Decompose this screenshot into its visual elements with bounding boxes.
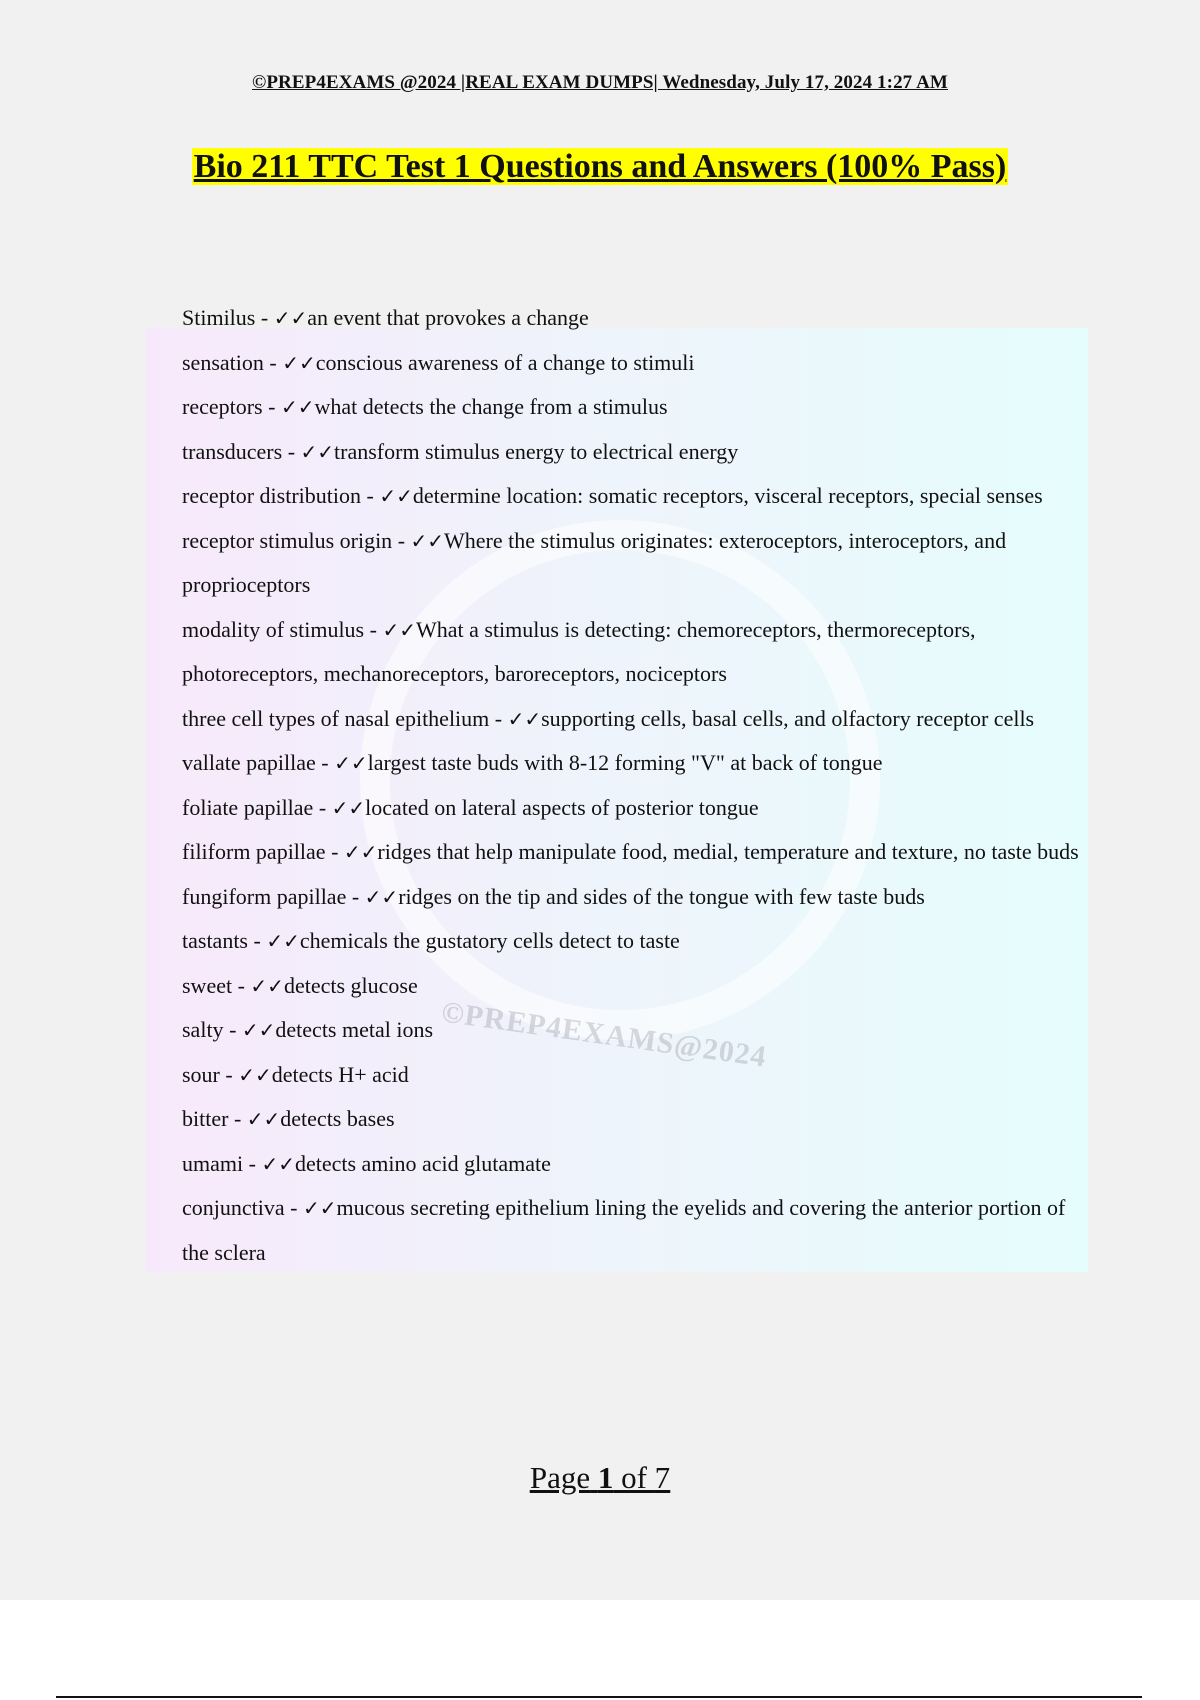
- qa-entry: [182, 875, 1082, 920]
- qa-entry: [182, 1186, 1082, 1275]
- entry-term: umami: [182, 1150, 244, 1176]
- entry-separator: -: [315, 750, 335, 775]
- double-check-icon: ✓✓: [241, 1018, 276, 1042]
- qa-entry: [182, 341, 1082, 386]
- entry-definition: conscious awareness of a change to stimuli: [315, 349, 695, 375]
- double-check-icon: ✓✓: [282, 350, 316, 375]
- entry-term: foliate papillae: [182, 794, 314, 820]
- qa-entry: [182, 697, 1082, 742]
- entry-term: receptor stimulus origin: [182, 527, 393, 553]
- entry-term: bitter: [182, 1106, 229, 1131]
- double-check-icon: ✓✓: [246, 1107, 281, 1131]
- entry-definition: mucous secreting epithelium lining the eyelids and covering the anterior portion of the sclera: [182, 1195, 1066, 1265]
- entry-definition: transform stimulus energy to electrical energy: [334, 438, 739, 464]
- entry-separator: -: [255, 305, 274, 330]
- entry-definition: chemicals the gustatory cells detect to taste: [299, 928, 680, 953]
- entry-definition: detects amino acid glutamate: [294, 1150, 551, 1176]
- entry-separator: -: [263, 349, 283, 375]
- double-check-icon: ✓✓: [280, 395, 315, 419]
- entry-separator: -: [228, 1106, 247, 1131]
- entry-definition: located on lateral aspects of posterior tongue: [365, 794, 759, 820]
- qa-entry: [182, 964, 1082, 1009]
- qa-list: [182, 296, 1082, 1275]
- double-check-icon: ✓✓: [273, 306, 308, 330]
- entry-term: vallate papillae: [182, 750, 316, 775]
- entry-separator: -: [262, 394, 281, 419]
- double-check-icon: ✓✓: [300, 439, 335, 464]
- entry-definition: ridges that help manipulate food, medial, temperature and texture, no taste buds: [377, 839, 1079, 864]
- qa-entry: [182, 519, 1082, 608]
- entry-term: filiform papillae: [182, 839, 326, 864]
- entry-term: receptor distribution: [182, 483, 362, 508]
- entry-term: fungiform papillae: [182, 883, 347, 909]
- entry-term: receptors: [182, 394, 263, 419]
- double-check-icon: ✓✓: [331, 795, 366, 820]
- entry-definition: detects H+ acid: [271, 1061, 409, 1087]
- entry-term: transducers: [182, 438, 283, 464]
- double-check-icon: ✓✓: [382, 617, 416, 642]
- entry-separator: -: [313, 794, 332, 820]
- entry-definition: determine location: somatic receptors, visceral receptors, special senses: [412, 483, 1043, 508]
- double-check-icon: ✓✓: [238, 1062, 272, 1087]
- qa-entry: [182, 1008, 1082, 1053]
- qa-entry: [182, 385, 1082, 430]
- entry-separator: -: [248, 928, 267, 953]
- entry-definition: detects glucose: [283, 972, 418, 998]
- entry-separator: -: [489, 705, 508, 731]
- entry-definition: supporting cells, basal cells, and olfactory receptor cells: [541, 705, 1035, 731]
- double-check-icon: ✓✓: [261, 1151, 295, 1176]
- entry-separator: -: [219, 1061, 239, 1087]
- double-check-icon: ✓✓: [364, 884, 399, 909]
- double-check-icon: ✓✓: [507, 706, 542, 731]
- entry-term: sweet: [182, 972, 233, 998]
- entry-definition: largest taste buds with 8-12 forming "V" at back of tongue: [367, 750, 883, 775]
- entry-term: three cell types of nasal epithelium: [182, 705, 490, 731]
- entry-separator: -: [223, 1017, 242, 1042]
- entry-separator: -: [392, 527, 411, 553]
- qa-entry: [182, 786, 1082, 831]
- double-check-icon: ✓✓: [379, 484, 413, 508]
- double-check-icon: ✓✓: [334, 751, 368, 775]
- entry-separator: -: [346, 883, 365, 909]
- qa-entry: [182, 741, 1082, 786]
- qa-entry: [182, 1142, 1082, 1187]
- qa-entry: [182, 430, 1082, 475]
- entry-separator: -: [282, 438, 301, 464]
- entry-definition: ridges on the tip and sides of the tongue with few taste buds: [398, 883, 925, 909]
- page-number: Page 1 of 7: [529, 1460, 671, 1495]
- double-check-icon: ✓✓: [266, 929, 300, 953]
- qa-entry: [182, 1097, 1082, 1142]
- entry-separator: -: [232, 972, 251, 998]
- entry-term: tastants: [182, 928, 248, 953]
- watermark-text: ©PREP4EXAMS@2024: [439, 995, 769, 1074]
- footer-divider: [56, 1696, 1142, 1698]
- entry-definition: an event that provokes a change: [307, 305, 589, 330]
- qa-entry: [182, 474, 1082, 519]
- entry-term: conjunctiva: [182, 1195, 285, 1220]
- entry-term: sensation: [182, 349, 264, 375]
- double-check-icon: ✓✓: [250, 973, 284, 998]
- entry-term: salty: [182, 1017, 224, 1042]
- qa-entry: [182, 919, 1082, 964]
- entry-definition: detects bases: [280, 1106, 395, 1131]
- page-title: Bio 211 TTC Test 1 Questions and Answers (100% Pass): [193, 148, 1007, 185]
- qa-entry: [182, 1053, 1082, 1098]
- entry-term: Stimilus: [182, 305, 256, 330]
- entry-separator: -: [243, 1150, 262, 1176]
- double-check-icon: ✓✓: [410, 528, 445, 553]
- qa-entry: [182, 296, 1082, 341]
- entry-separator: -: [361, 483, 380, 508]
- double-check-icon: ✓✓: [302, 1196, 337, 1220]
- entry-definition: what detects the change from a stimulus: [314, 394, 668, 419]
- entry-term: sour: [182, 1061, 220, 1087]
- entry-definition: detects metal ions: [275, 1017, 434, 1042]
- double-check-icon: ✓✓: [343, 840, 378, 864]
- entry-separator: -: [284, 1195, 303, 1220]
- entry-separator: -: [325, 839, 344, 864]
- entry-definition: Where the stimulus originates: exteroceptors, interoceptors, and proprioceptors: [182, 527, 1007, 597]
- qa-entry: [182, 608, 1082, 697]
- entry-definition: What a stimulus is detecting: chemoreceptors, thermoreceptors, photoreceptors, mechanoreceptors, baroreceptors, nociceptors: [182, 616, 976, 686]
- qa-entry: [182, 830, 1082, 875]
- exam-header: ©PREP4EXAMS @2024 |REAL EXAM DUMPS| Wednesday, July 17, 2024 1:27 AM: [252, 72, 948, 93]
- entry-separator: -: [364, 616, 383, 642]
- entry-term: modality of stimulus: [182, 616, 365, 642]
